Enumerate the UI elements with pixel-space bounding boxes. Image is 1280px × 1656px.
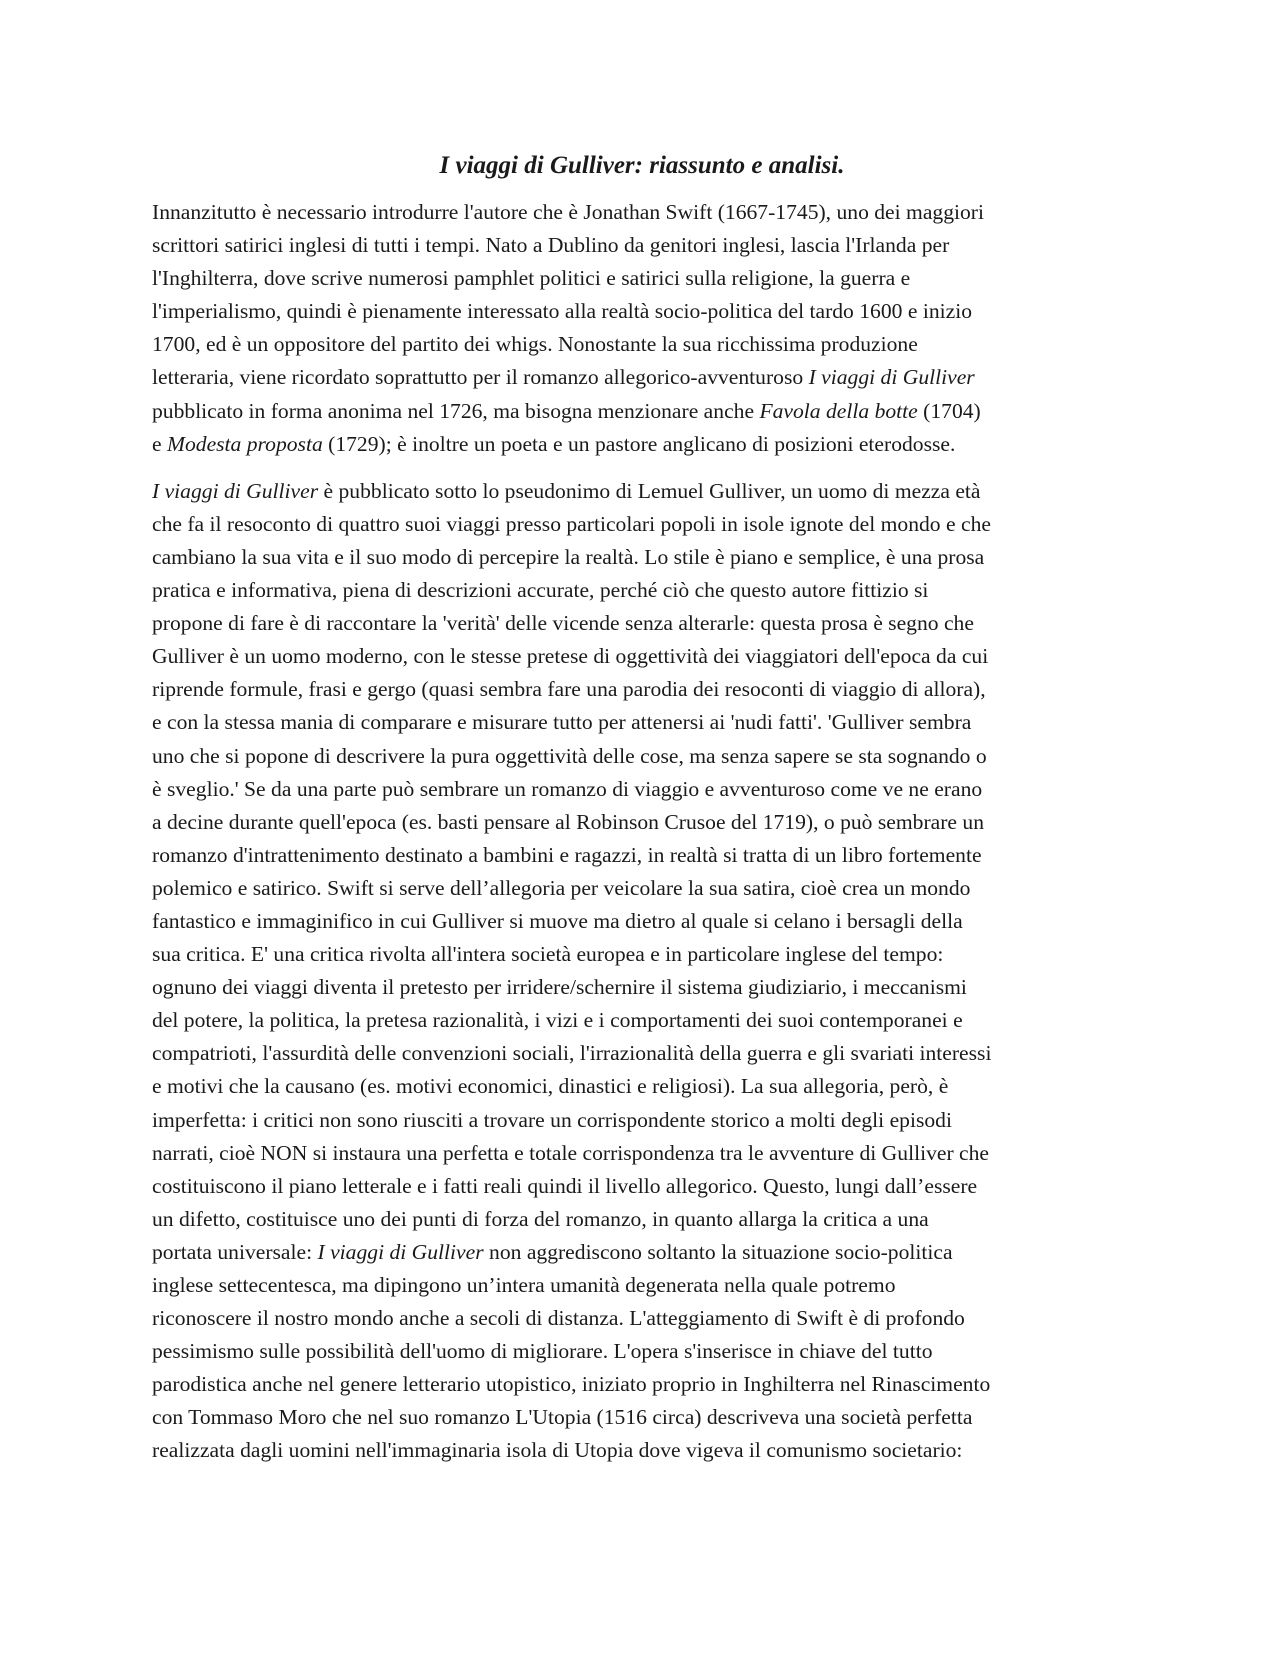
text-line <box>152 1203 1130 1236</box>
text-run: pubblicato in forma anonima nel 1726, ma bisogna menzionare anche <box>152 398 760 423</box>
text-run: e con la stessa mania di comparare e misurare tutto per attenersi ai 'nudi fatti'. 'Gulliver sembra <box>152 710 972 735</box>
text-run: narrati, cioè NON si instaura una perfetta e totale corrispondenza tra le avventure di Gulliver che <box>152 1140 990 1165</box>
text-run: del potere, la politica, la pretesa razionalità, i vizi e i comportamenti dei suoi contemporanei e <box>152 1008 963 1033</box>
text-line <box>152 740 1130 773</box>
text-run: che fa il resoconto di quattro suoi viaggi presso particolari popoli in isole ignote del mondo e che <box>152 511 991 536</box>
text-run: polemico e satirico. Swift si serve dell’allegoria per veicolare la sua satira, cioè crea un mondo <box>152 875 971 900</box>
text-run: propone di fare è di raccontare la 'verità' delle vicende senza alterarle: questa prosa è segno che <box>152 611 974 636</box>
text-line <box>152 1401 1130 1434</box>
text-line <box>152 706 1130 739</box>
document-title: I viaggi di Gulliver: riassunto e analisi. <box>439 152 845 179</box>
text-line <box>152 262 1130 295</box>
text-run: parodistica anche nel genere letterario utopistico, iniziato proprio in Inghilterra nel Rinascimento <box>152 1372 991 1397</box>
text-line <box>152 395 1130 428</box>
text-run: Innanzitutto è necessario introdurre l'autore che è Jonathan Swift (1667-1745), uno dei maggiori <box>152 200 985 224</box>
text-line <box>152 328 1130 361</box>
text-line <box>152 1368 1130 1401</box>
paragraph <box>152 475 1130 1468</box>
text-line <box>152 1236 1130 1269</box>
text-line <box>152 938 1130 971</box>
text-line <box>152 773 1130 806</box>
text-run: (1704) <box>917 398 981 423</box>
text-line <box>152 1004 1130 1037</box>
text-run: portata universale: <box>152 1239 318 1264</box>
text-run: riprende formule, frasi e gergo (quasi sembra fare una parodia dei resoconti di viaggio di allora), <box>152 677 986 702</box>
text-line <box>152 508 1130 541</box>
text-line <box>152 361 1130 394</box>
text-line <box>152 196 1130 229</box>
text-line <box>152 806 1130 839</box>
text-run: scrittori satirici inglesi di tutti i tempi. Nato a Dublino da genitori inglesi, lascia l'Irlanda per <box>152 233 950 258</box>
text-line <box>152 673 1130 706</box>
text-run: pratica e informativa, piena di descrizioni accurate, perché ciò che questo autore fittizio si <box>152 578 929 603</box>
italic-title-text: I viaggi di Gulliver <box>808 365 975 390</box>
text-line <box>152 229 1130 262</box>
text-run: ognuno dei viaggi diventa il pretesto per irridere/schernire il sistema giudiziario, i meccanismi <box>152 975 967 1000</box>
text-run: con Tommaso Moro che nel suo romanzo L'Utopia (1516 circa) descriveva una società perfetta <box>152 1405 973 1430</box>
text-run: riconoscere il nostro mondo anche a secoli di distanza. L'atteggiamento di Swift è di profondo <box>152 1306 965 1331</box>
text-line <box>152 1269 1130 1302</box>
text-line <box>152 475 1130 508</box>
text-run: 1700, ed è un oppositore del partito dei whigs. Nonostante la sua ricchissima produzione <box>152 332 918 357</box>
text-line <box>152 607 1130 640</box>
text-run: è pubblicato sotto lo pseudonimo di Lemuel Gulliver, un uomo di mezza età <box>318 478 981 503</box>
text-run: è sveglio.' Se da una parte può sembrare un romanzo di viaggio e avventuroso come ve ne erano <box>152 776 983 801</box>
text-line <box>152 1137 1130 1170</box>
italic-title-text: Modesta proposta <box>166 431 323 456</box>
text-run: l'imperialismo, quindi è pienamente interessato alla realtà socio-politica del tardo 1600 e inizio <box>152 299 972 324</box>
text-line <box>152 428 1130 461</box>
text-line <box>152 1434 1130 1467</box>
text-run: cambiano la sua vita e il suo modo di percepire la realtà. Lo stile è piano e semplice, è una prosa <box>152 544 985 569</box>
text-line <box>152 905 1130 938</box>
text-run: non aggrediscono soltanto la situazione socio-politica <box>483 1239 953 1264</box>
text-line <box>152 1104 1130 1137</box>
italic-title-text: I viaggi di Gulliver <box>152 478 319 503</box>
text-run: imperfetta: i critici non sono riusciti a trovare un corrispondente storico a molti degli episodi <box>152 1107 952 1132</box>
text-line <box>152 872 1130 905</box>
text-run: inglese settecentesca, ma dipingono un’intera umanità degenerata nella quale potremo <box>152 1273 896 1297</box>
text-run: e <box>152 431 167 456</box>
text-line <box>152 1070 1130 1103</box>
text-run: e motivi che la causano (es. motivi economici, dinastici e religiosi). La sua allegoria, però, è <box>152 1074 949 1099</box>
text-run: romanzo d'intrattenimento destinato a bambini e ragazzi, in realtà si tratta di un libro fortemente <box>152 842 982 867</box>
document-page <box>152 150 1130 1482</box>
text-line <box>152 971 1130 1004</box>
text-line <box>152 839 1130 872</box>
text-run: un difetto, costituisce uno dei punti di forza del romanzo, in quanto allarga la critica a una <box>152 1206 929 1231</box>
text-line <box>152 640 1130 673</box>
text-run: fantastico e immaginifico in cui Gulliver si muove ma dietro al quale si celano i bersagli della <box>152 908 963 933</box>
text-run: (1729); è inoltre un poeta e un pastore anglicano di posizioni eterodosse. <box>322 431 956 456</box>
italic-title-text: Favola della botte <box>759 398 918 423</box>
text-run: pessimismo sulle possibilità dell'uomo di migliorare. L'opera s'inserisce in chiave del tutto <box>152 1339 933 1364</box>
document-body <box>152 196 1130 1468</box>
text-run: Gulliver è un uomo moderno, con le stesse pretese di oggettività dei viaggiatori dell'epoca da cui <box>152 644 989 669</box>
text-run: compatrioti, l'assurdità delle convenzioni sociali, l'irrazionalità della guerra e gli svariati interessi <box>152 1041 992 1066</box>
text-line <box>152 574 1130 607</box>
italic-title-text: I viaggi di Gulliver <box>317 1239 484 1264</box>
text-line <box>152 1302 1130 1335</box>
text-line <box>152 1335 1130 1368</box>
text-run: a decine durante quell'epoca (es. basti pensare al Robinson Crusoe del 1719), o può sembrare un <box>152 809 984 834</box>
text-run: realizzata dagli uomini nell'immaginaria isola di Utopia dove vigeva il comunismo societario: <box>152 1438 963 1463</box>
text-line <box>152 1037 1130 1070</box>
text-run: letteraria, viene ricordato soprattutto per il romanzo allegorico-avventuroso <box>152 365 809 390</box>
text-line <box>152 1170 1130 1203</box>
paragraph <box>152 196 1130 461</box>
text-run: sua critica. E' una critica rivolta all'intera società europea e in particolare inglese del tempo: <box>152 942 944 967</box>
text-line <box>152 541 1130 574</box>
text-line <box>152 295 1130 328</box>
text-run: uno che si popone di descrivere la pura oggettività delle cose, ma senza sapere se sta sognando o <box>152 743 987 768</box>
text-run: costituiscono il piano letterale e i fatti reali quindi il livello allegorico. Questo, lungi dall’essere <box>152 1173 978 1198</box>
text-run: l'Inghilterra, dove scrive numerosi pamphlet politici e satirici sulla religione, la guerra e <box>152 266 911 291</box>
